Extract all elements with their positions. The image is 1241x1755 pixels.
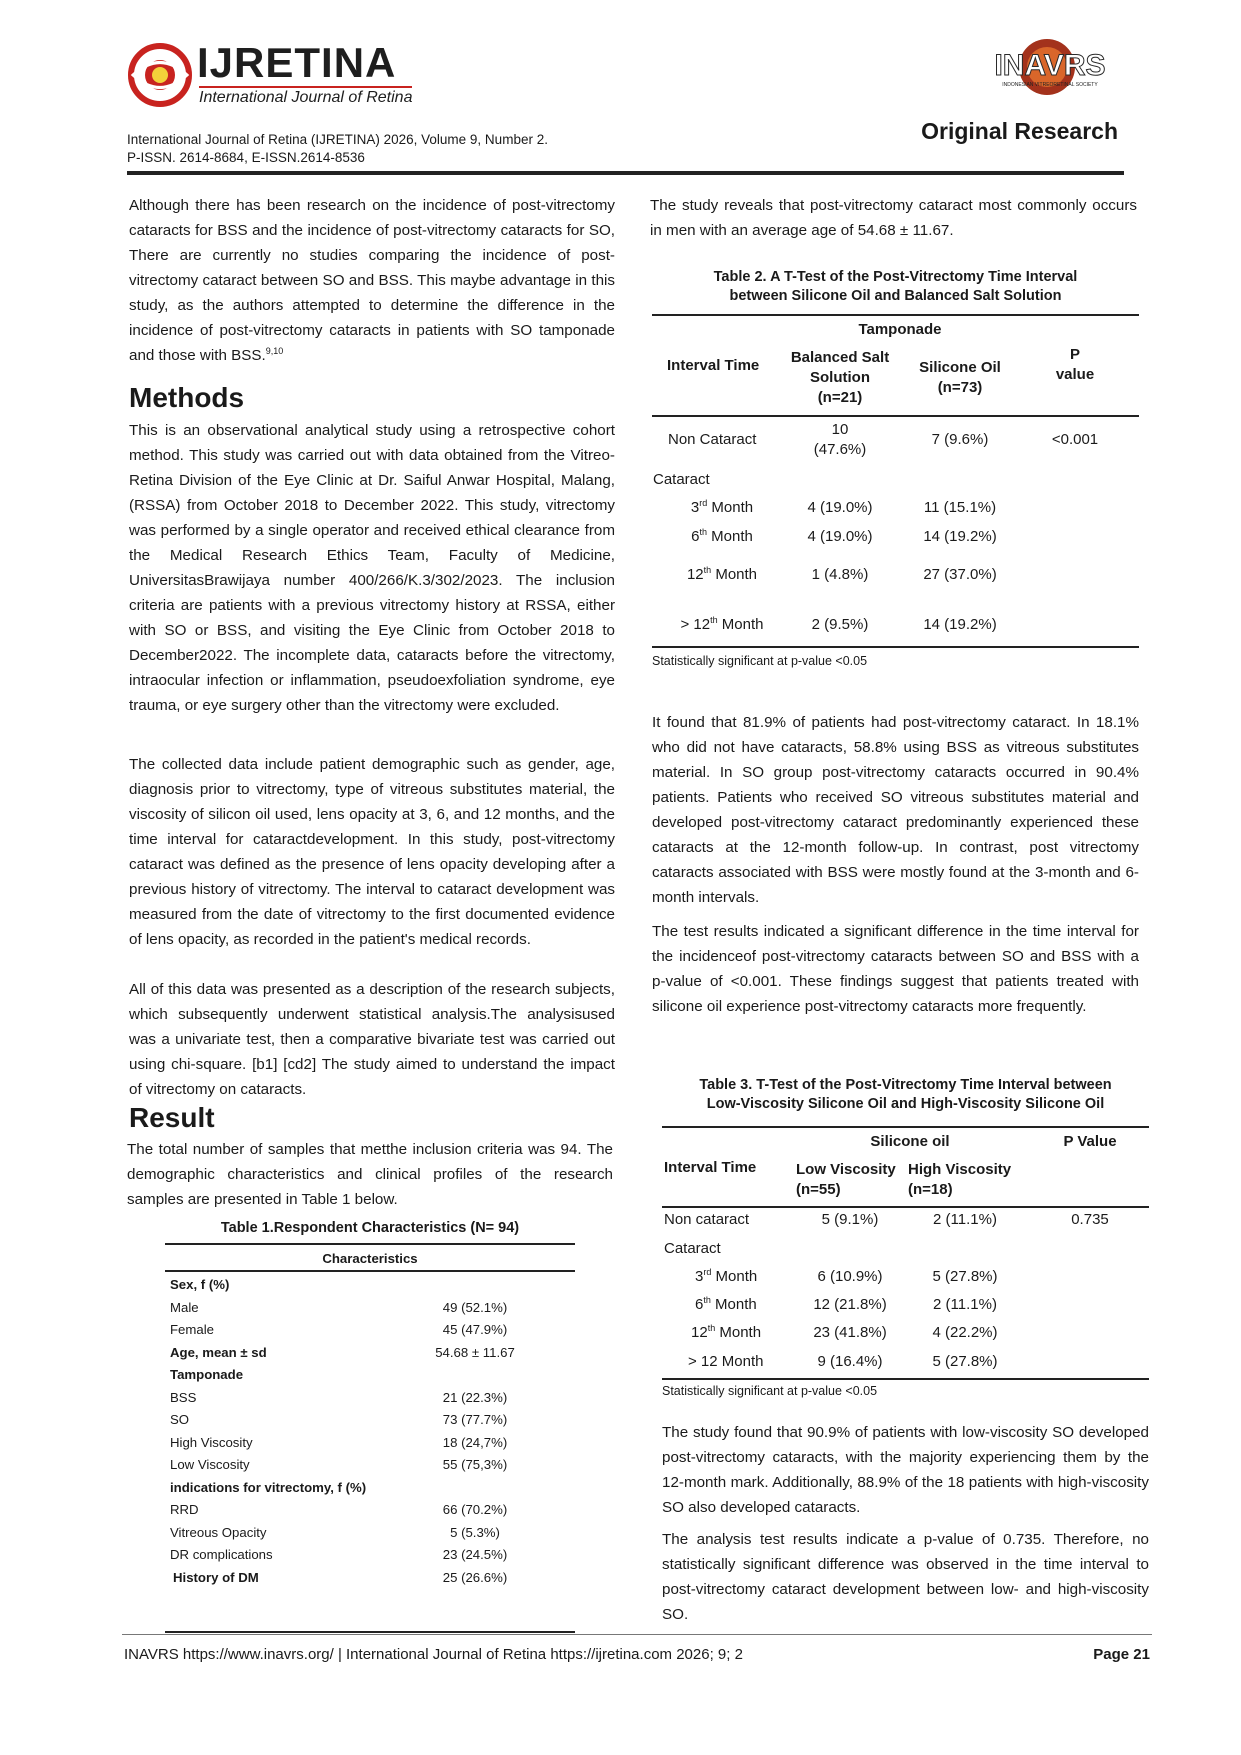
intro-ref: 9,10 xyxy=(265,345,284,356)
row-value: 66 (70.2%) xyxy=(442,1502,508,1517)
right-paragraph-findings: It found that 81.9% of patients had post-vitrectomy cataract. In 18.1% who did not have cataracts, 58.8% using BSS as vitreous substitutes material. In SO group post-vitrectomy cataracts occurred in 90.4% patients. Patients who received SO vitreous substitutes material and developed post-vitrectomy cataract predominantly experienced these cataracts at the 12-month follow-up. In contrast, post vitrectomy cataracts associated with BSS were mostly found at the 3-month and 6-month intervals. xyxy=(652,714,1139,906)
row-low: 6 (10.9%) xyxy=(817,1268,883,1285)
table2-col-bss: Balanced Salt Solution (n=21) xyxy=(790,349,890,406)
table3-col-interval: Interval Time xyxy=(664,1159,757,1176)
table-row xyxy=(652,565,1139,587)
row-so: 27 (37.0%) xyxy=(923,566,997,583)
table2-noncataract-bss: 10 (47.6%) xyxy=(813,421,867,458)
table-row xyxy=(652,615,1139,637)
table1-bottom-rule xyxy=(165,1631,575,1633)
row-label: DR complications xyxy=(170,1547,273,1562)
citation-line-2: P-ISSN. 2614-8684, E-ISSN.2614-8536 xyxy=(127,150,365,165)
table2-caption: Table 2. A T-Test of the Post-Vitrectomy Time Interval between Silicone Oil and Balanced Salt Solution xyxy=(713,269,1078,304)
intro-paragraph: Although there has been research on the incidence of post-vitrectomy cataracts for BSS and the incidence of post-vitrectomy cataracts for SO, There are currently no studies comparing the incidence of post-vitrectomy cataract between SO and BSS. This maybe advantage in this study, as the authors attempted to determine the difference in the incidence of post-vitrectomy cataracts in patients with SO tamponade and those with BSS.$^{9,10}$ xyxy=(129,197,615,364)
row-value: 45 (47.9%) xyxy=(442,1322,508,1337)
footer-rule xyxy=(122,1634,1152,1635)
table1-header: Characteristics xyxy=(322,1251,418,1266)
row-so: 11 (15.1%) xyxy=(923,499,997,516)
right-paragraph-test: The test results indicated a significant difference in the time interval for the incidenceof post-vitrectomy cataracts between SO and BSS with a p-value of <0.001. These findings suggest that patients treated with silicone oil experience post-vitrectomy cataracts more frequently. xyxy=(652,923,1139,1015)
table2-col-p: P value xyxy=(1055,346,1095,383)
row-value: 18 (24,7%) xyxy=(442,1434,508,1450)
table1-header-rule xyxy=(165,1270,575,1272)
table3-note: Statistically significant at p-value <0.05 xyxy=(662,1384,878,1398)
row-value: 25 (26.6%) xyxy=(442,1569,508,1585)
table2-col-so: Silicone Oil (n=73) xyxy=(919,359,1001,396)
row-label: 3rd Month xyxy=(695,1267,758,1285)
table-row xyxy=(165,1366,575,1388)
row-label: indications for vitrectomy, f (%) xyxy=(170,1479,367,1495)
row-label: Male xyxy=(170,1299,199,1315)
table2-note: Statistically significant at p-value <0.05 xyxy=(652,654,868,668)
logo-title: IJRETINA xyxy=(197,39,397,86)
inavrs-title: INAVRS xyxy=(994,49,1106,82)
logo-subtitle: International Journal of Retina xyxy=(199,86,412,107)
table2-col-interval: Interval Time xyxy=(667,357,760,374)
table3-noncataract-low: 5 (9.1%) xyxy=(821,1211,879,1228)
table3-caption: Table 3. T-Test of the Post-Vitrectomy Time Interval between Low-Viscosity Silicone Oil and High-Viscosity Silicone Oil xyxy=(699,1077,1112,1112)
table-row xyxy=(165,1456,575,1478)
result-heading: Result xyxy=(129,1102,215,1133)
right-paragraph-viscosity: The study found that 90.9% of patients with low-viscosity SO developed post-vitrectomy cataracts, with the majority experiencing them by the 12-month mark. Additionally, 88.9% of the 18 patients with high-viscosity SO also developed cataracts. xyxy=(662,1424,1149,1516)
table1-caption: Table 1.Respondent Characteristics (N= 94) xyxy=(220,1220,520,1236)
table-row xyxy=(662,1323,1149,1345)
table-row xyxy=(165,1546,575,1568)
row-label: 6th Month xyxy=(695,1295,757,1313)
row-low: 12 (21.8%) xyxy=(813,1296,887,1313)
right-top-paragraph: The study reveals that post-vitrectomy cataract most commonly occurs in men with an average age of 54.68 ± 11.67. xyxy=(650,197,1137,239)
table2-noncataract-label: Non Cataract xyxy=(668,431,757,448)
row-label: BSS xyxy=(170,1389,197,1405)
table2-header-rule xyxy=(652,415,1139,417)
table-row xyxy=(165,1344,575,1366)
page-number: Page 21 xyxy=(1093,1646,1150,1663)
table-row xyxy=(165,1569,575,1591)
table3-noncataract-high: 2 (11.1%) xyxy=(933,1211,997,1228)
table-row xyxy=(165,1299,575,1321)
header-rule xyxy=(127,171,1124,175)
table-row xyxy=(662,1267,1149,1289)
row-bss: 4 (19.0%) xyxy=(807,499,873,516)
citation-line-1: International Journal of Retina (IJRETINA) 2026, Volume 9, Number 2. xyxy=(127,132,548,147)
article-type: Original Research xyxy=(921,118,1118,144)
inavrs-logo xyxy=(975,36,1125,98)
methods-paragraph-3: All of this data was presented as a description of the research subjects, which subsequently underwent statistical analysis.The analysisused was a univariate test, then a comparative bivariate test was carried out using chi-square. [b1] [cd2] The study aimed to understand the impact of vitrectomy on cataracts. xyxy=(129,981,615,1098)
table-row xyxy=(165,1501,575,1523)
row-label: History of DM xyxy=(173,1569,259,1585)
table2-noncataract-so: 7 (9.6%) xyxy=(931,431,989,448)
table3-top-rule xyxy=(662,1126,1149,1128)
row-so: 14 (19.2%) xyxy=(923,616,997,633)
row-value: 73 (77.7%) xyxy=(442,1412,508,1427)
row-value: 21 (22.3%) xyxy=(442,1389,508,1405)
table2-bottom-rule xyxy=(652,646,1139,648)
table3-group-header: Silicone oil xyxy=(870,1133,950,1150)
table-row xyxy=(165,1321,575,1343)
table3-col-high: High Viscosity (n=18) xyxy=(908,1161,1012,1198)
row-bss: 1 (4.8%) xyxy=(811,566,869,583)
row-low: 23 (41.8%) xyxy=(813,1324,887,1341)
table3-last-low: 9 (16.4%) xyxy=(817,1353,883,1370)
row-label: Age, mean ± sd xyxy=(170,1344,267,1360)
inavrs-subtitle: INDONESIAN VITREORETINAL SOCIETY xyxy=(1002,82,1098,88)
table-row xyxy=(165,1434,575,1456)
table1-top-rule xyxy=(165,1243,575,1245)
row-label: Sex, f (%) xyxy=(170,1277,230,1292)
row-bss: 2 (9.5%) xyxy=(811,616,869,633)
table-row xyxy=(652,498,1139,520)
table-row xyxy=(165,1411,575,1433)
row-label: Female xyxy=(170,1322,214,1337)
table3-cataract-label: Cataract xyxy=(664,1240,721,1257)
table3-p-value: 0.735 xyxy=(1071,1211,1109,1228)
table-row xyxy=(165,1524,575,1546)
table-row xyxy=(165,1479,575,1501)
table-row xyxy=(652,527,1139,549)
table-row xyxy=(662,1295,1149,1317)
row-value: 55 (75,3%) xyxy=(442,1457,508,1472)
journal-citation xyxy=(127,131,548,167)
table3-last-label: > 12 Month xyxy=(688,1353,764,1370)
table3-header-rule xyxy=(662,1206,1149,1208)
result-paragraph: The total number of samples that metthe inclusion criteria was 94. The demographic characteristics and clinical profiles of the research samples are presented in Table 1 below. xyxy=(127,1141,613,1208)
table3-bottom-rule xyxy=(662,1378,1149,1380)
row-high: 2 (11.1%) xyxy=(933,1296,997,1313)
row-label: 12th Month xyxy=(686,565,758,583)
row-label: Low Viscosity xyxy=(170,1457,250,1472)
row-label: RRD xyxy=(170,1502,199,1517)
row-label: High Viscosity xyxy=(170,1434,253,1450)
row-label: Tamponade xyxy=(170,1367,244,1382)
row-bss: 4 (19.0%) xyxy=(807,528,873,545)
row-value: 49 (52.1%) xyxy=(442,1299,508,1315)
row-high: 4 (22.2%) xyxy=(932,1324,998,1341)
table-row xyxy=(165,1276,575,1298)
table3-col-low: Low Viscosity (n=55) xyxy=(796,1161,896,1198)
row-value: 23 (24.5%) xyxy=(442,1547,508,1562)
table3-last-high: 5 (27.8%) xyxy=(932,1353,998,1370)
table2-cataract-label: Cataract xyxy=(653,471,710,488)
row-value: 5 (5.3%) xyxy=(450,1524,500,1540)
methods-paragraph-2: The collected data include patient demographic such as gender, age, diagnosis prior to vitrectomy, type of vitreous substitutes material, the viscosity of silicon oil used, lens opacity at 3, 6, and 12 months, and the time interval for cataractdevelopment. In this study, post-vitrectomy cataract was defined as the presence of lens opacity developing after a previous history of vitrectomy. The interval to cataract development was measured from the date of vitrectomy to the first documented evidence of lens opacity, as recorded in the patient's medical records. xyxy=(129,756,615,948)
methods-heading: Methods xyxy=(129,382,245,413)
row-label: 6th Month xyxy=(691,527,753,545)
row-value: 54.68 ± 11.67 xyxy=(435,1344,515,1360)
table3-col-p: P Value xyxy=(1063,1133,1117,1150)
table3-noncataract-label: Non cataract xyxy=(664,1211,750,1228)
table-row xyxy=(165,1389,575,1411)
row-label: Vitreous Opacity xyxy=(170,1524,267,1540)
footer-text: INAVRS https://www.inavrs.org/ | International Journal of Retina https://ijretina.com 2026; 9; 2 xyxy=(124,1646,743,1663)
methods-paragraph-1: This is an observational analytical study using a retrospective cohort method. This study was carried out with data obtained from the Vitreo-Retina Division of the Eye Clinic at Dr. Saiful Anwar Hospital, Malang, (RSSA) from October 2018 to December 2022. This study, vitrectomy was performed by a single operator and received ethical clearance from the Medical Research Ethics Team, Faculty of Medicine, UniversitasBrawijaya number 400/266/K.3/302/2023. The inclusion criteria are patients with a previous vitrectomy history at RSSA, either with SO or BSS, and visiting the Eye Clinic from October 2018 to December2022. The incomplete data, cataracts before the vitrectomy, intraocular infection or inflammation, pseudoexfoliation syndrome, eye trauma, or eye surgery other than the vitrectomy were excluded. xyxy=(129,422,615,714)
right-paragraph-last: The analysis test results indicate a p-value of 0.735. Therefore, no statistically significant difference was observed in the time interval to post-vitrectomy cataract development between low- and high-viscosity SO. xyxy=(662,1531,1149,1623)
table2-top-rule xyxy=(652,314,1139,316)
row-so: 14 (19.2%) xyxy=(923,528,997,545)
row-label: > 12th Month xyxy=(680,615,764,633)
table2-group-header: Tamponade xyxy=(858,321,942,338)
row-label: SO xyxy=(170,1412,190,1427)
row-label: 3rd Month xyxy=(690,498,754,516)
eye-logo-icon xyxy=(127,42,193,108)
row-high: 5 (27.8%) xyxy=(932,1268,998,1285)
ijretina-logo xyxy=(127,40,427,108)
table2-p-value: <0.001 xyxy=(1051,431,1099,448)
row-label: 12th Month xyxy=(691,1323,762,1341)
